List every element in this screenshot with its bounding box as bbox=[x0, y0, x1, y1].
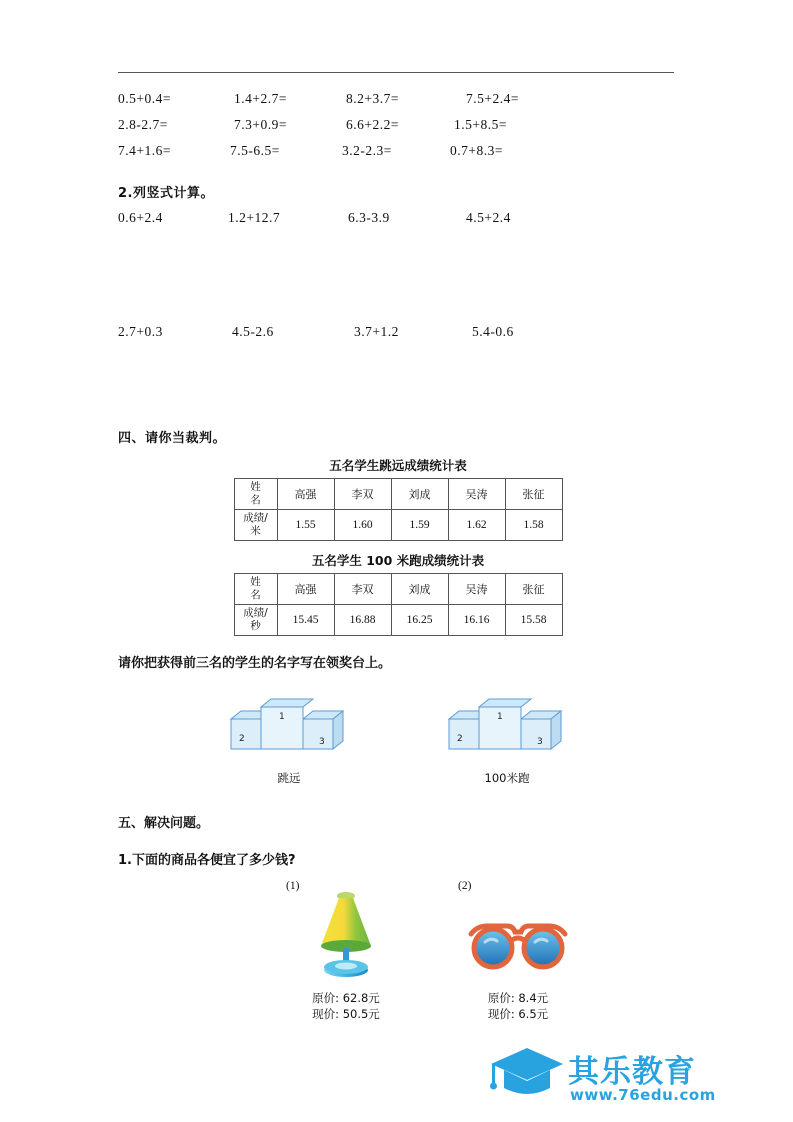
table-row-label: 姓 名 bbox=[234, 574, 277, 605]
table-cell: 1.62 bbox=[448, 510, 505, 541]
vertical-calc-row bbox=[118, 207, 678, 229]
table-header-cell: 高强 bbox=[277, 574, 334, 605]
long-jump-score-table bbox=[234, 478, 563, 541]
vertical-expression: 2.7+0.3 bbox=[118, 324, 163, 339]
good-original-price-1: 原价: 62.8元 bbox=[312, 991, 380, 1005]
vertical-calc-row bbox=[118, 321, 678, 343]
work-space bbox=[118, 343, 678, 427]
table-row-label-line2: 秒 bbox=[250, 620, 261, 632]
good-label-1: (1) bbox=[286, 880, 300, 892]
table1-caption: 五名学生跳远成绩统计表 bbox=[329, 458, 467, 473]
oral-expression: 1.4+2.7= bbox=[234, 91, 287, 106]
svg-text:2: 2 bbox=[239, 734, 245, 744]
oral-expression: 7.3+0.9= bbox=[234, 117, 287, 132]
table-row-label-line2: 米 bbox=[250, 525, 261, 537]
oral-calculation-block bbox=[118, 86, 678, 164]
table-row bbox=[234, 574, 562, 605]
table-cell: 16.25 bbox=[391, 605, 448, 636]
table-row bbox=[234, 479, 562, 510]
table-header-cell: 李双 bbox=[334, 574, 391, 605]
podium-caption-sprint: 100米跑 bbox=[484, 771, 530, 785]
podium-sprint bbox=[437, 689, 577, 786]
oral-row bbox=[118, 86, 678, 112]
vertical-expression: 4.5+2.4 bbox=[466, 210, 511, 225]
watermark-url: www.76edu.com bbox=[570, 1086, 716, 1104]
table-row-label bbox=[234, 510, 277, 541]
table2-caption: 五名学生 100 米跑成绩统计表 bbox=[311, 553, 485, 568]
svg-text:1: 1 bbox=[497, 712, 503, 722]
good-current-price-2: 现价: 6.5元 bbox=[487, 1007, 549, 1021]
vertical-expression: 1.2+12.7 bbox=[228, 210, 281, 225]
vertical-expression: 3.7+1.2 bbox=[354, 324, 399, 339]
oral-expression: 7.4+1.6= bbox=[118, 143, 171, 158]
oral-expression: 7.5-6.5= bbox=[230, 143, 280, 158]
table-header-cell: 高强 bbox=[277, 479, 334, 510]
table-cell: 15.58 bbox=[505, 605, 562, 636]
section-2-title: 2.列竖式计算。 bbox=[118, 186, 214, 201]
table-cell: 16.88 bbox=[334, 605, 391, 636]
vertical-expression: 6.3-3.9 bbox=[348, 210, 390, 225]
vertical-expression: 4.5-2.6 bbox=[232, 324, 274, 339]
good-item-2 bbox=[458, 880, 578, 1022]
oral-expression: 8.2+3.7= bbox=[346, 91, 399, 106]
podium-caption-long-jump: 跳远 bbox=[277, 771, 301, 785]
header-divider bbox=[118, 72, 674, 73]
goods-group bbox=[118, 880, 678, 1022]
table-header-cell: 李双 bbox=[334, 479, 391, 510]
podium-group bbox=[118, 689, 678, 786]
podium-icon bbox=[219, 689, 359, 757]
table-row-label-line1: 成绩/ bbox=[243, 607, 268, 619]
svg-text:2: 2 bbox=[457, 734, 463, 744]
oral-expression: 6.6+2.2= bbox=[346, 117, 399, 132]
document-body bbox=[118, 86, 678, 1022]
table-cell: 1.58 bbox=[505, 510, 562, 541]
podium-prompt: 请你把获得前三名的学生的名字写在领奖台上。 bbox=[118, 656, 392, 671]
question-1-text: 1.下面的商品各便宜了多少钱? bbox=[118, 853, 296, 868]
table-cell: 15.45 bbox=[277, 605, 334, 636]
oral-expression: 3.2-2.3= bbox=[342, 143, 392, 158]
table-header-cell: 刘成 bbox=[391, 479, 448, 510]
podium-long-jump bbox=[219, 689, 359, 786]
table-cell: 1.60 bbox=[334, 510, 391, 541]
table-header-cell: 刘成 bbox=[391, 574, 448, 605]
table-cell: 1.55 bbox=[277, 510, 334, 541]
good-original-price-2: 原价: 8.4元 bbox=[487, 991, 549, 1005]
table-header-cell: 张征 bbox=[505, 479, 562, 510]
vertical-expression: 0.6+2.4 bbox=[118, 210, 163, 225]
oral-expression: 7.5+2.4= bbox=[466, 91, 519, 106]
table-header-cell: 吴涛 bbox=[448, 574, 505, 605]
lamp-icon bbox=[286, 886, 406, 982]
table-cell: 1.59 bbox=[391, 510, 448, 541]
oral-row bbox=[118, 112, 678, 138]
table-row-label bbox=[234, 605, 277, 636]
watermark-logo bbox=[490, 1040, 750, 1114]
table-row-label-line1: 成绩/ bbox=[243, 512, 268, 524]
vertical-expression: 5.4-0.6 bbox=[472, 324, 514, 339]
good-item-1 bbox=[286, 880, 406, 1022]
table-cell: 16.16 bbox=[448, 605, 505, 636]
section-4-title: 四、请你当裁判。 bbox=[118, 431, 227, 446]
podium-icon bbox=[437, 689, 577, 757]
good-current-price-1: 现价: 50.5元 bbox=[312, 1007, 380, 1021]
table-row-label: 姓 名 bbox=[234, 479, 277, 510]
work-space bbox=[118, 229, 678, 321]
oral-expression: 0.5+0.4= bbox=[118, 91, 171, 106]
graduation-cap-icon bbox=[490, 1046, 564, 1104]
good-label-2: (2) bbox=[458, 880, 472, 892]
svg-text:3: 3 bbox=[319, 737, 325, 747]
watermark-brand: 其乐教育 bbox=[568, 1054, 696, 1090]
glasses-icon bbox=[458, 886, 578, 982]
oral-row bbox=[118, 138, 678, 164]
oral-expression: 0.7+8.3= bbox=[450, 143, 503, 158]
table-header-cell: 吴涛 bbox=[448, 479, 505, 510]
table-row bbox=[234, 605, 562, 636]
svg-text:1: 1 bbox=[279, 712, 285, 722]
section-5-title: 五、解决问题。 bbox=[118, 816, 210, 831]
oral-expression: 2.8-2.7= bbox=[118, 117, 168, 132]
table-header-cell: 张征 bbox=[505, 574, 562, 605]
svg-text:3: 3 bbox=[537, 737, 543, 747]
oral-expression: 1.5+8.5= bbox=[454, 117, 507, 132]
table-row bbox=[234, 510, 562, 541]
sprint-score-table bbox=[234, 573, 563, 636]
